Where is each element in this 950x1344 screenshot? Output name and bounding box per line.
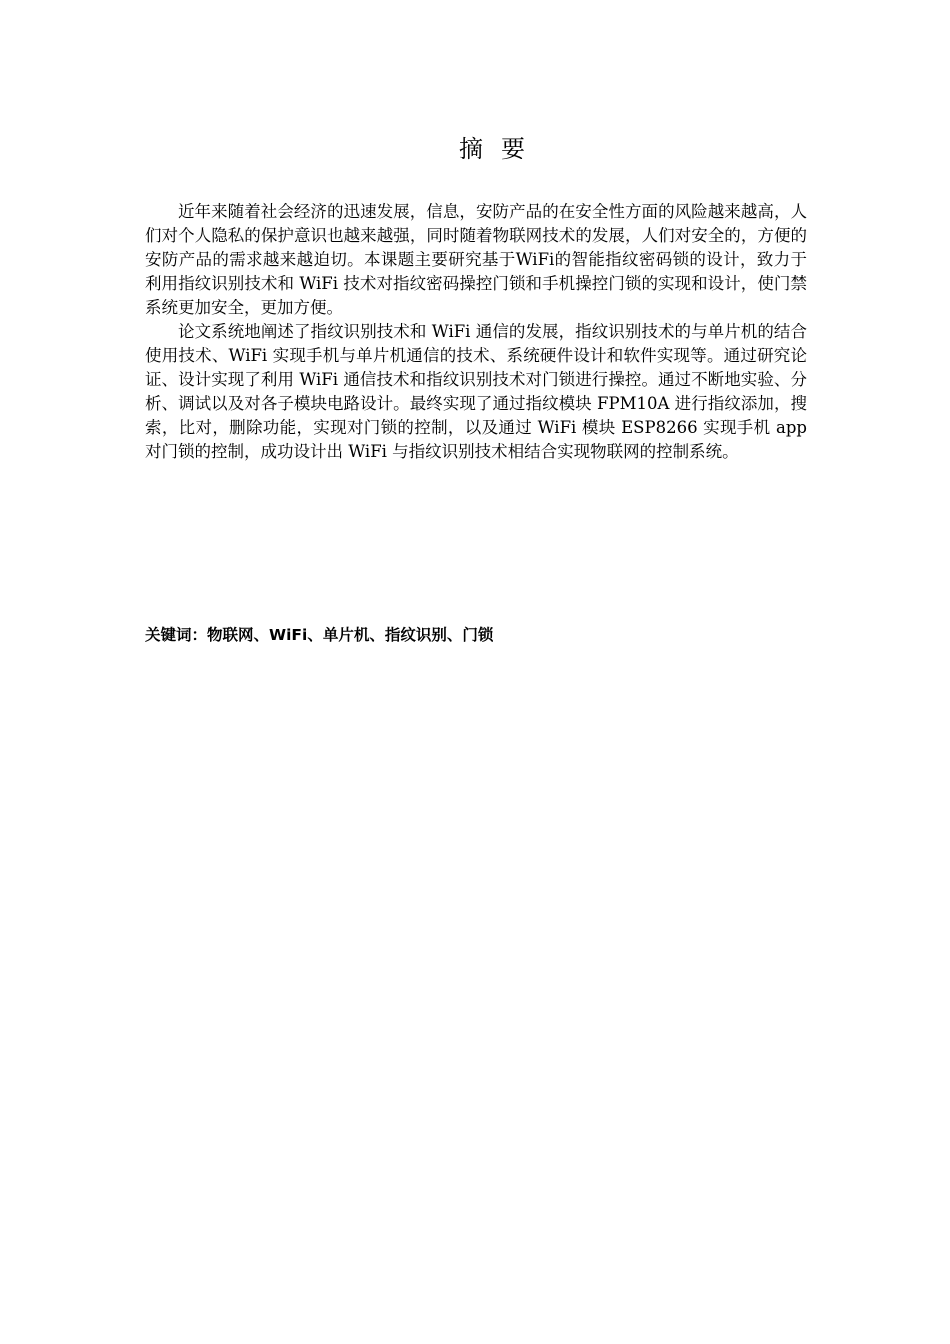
abstract-title: 摘要: [459, 135, 543, 163]
abstract-paragraph-2: 论文系统地阐述了指纹识别技术和 WiFi 通信的发展，指纹识别技术的与单片机的结合使用技术、WiFi 实现手机与单片机通信的技术、系统硬件设计和软件实现等。通过研究论证、设计实现了利用 WiFi 通信技术和指纹识别技术对门锁进行操控。通过不断地实验、分析、调试以及对各子模块电路设计。最终实现了通过指纹模块 FPM10A 进行指纹添加，搜索，比对，删除功能，实现对门锁的控制，以及通过 WiFi 模块 ESP8266 实现手机 app 对门锁的控制，成功设计出 WiFi 与指纹识别技术相结合实现物联网的控制系统。: [145, 322, 807, 461]
keywords-text: 物联网、WiFi、单片机、指纹识别、门锁: [207, 626, 494, 644]
abstract-body: [145, 200, 807, 464]
keywords-line: [145, 624, 493, 646]
keywords-label: 关键词：: [145, 626, 208, 644]
abstract-paragraph-1: 近年来随着社会经济的迅速发展，信息，安防产品的在安全性方面的风险越来越高，人们对个人隐私的保护意识也越来越强，同时随着物联网技术的发展，人们对安全的，方便的安防产品的需求越来越迫切。本课题主要研究基于WiFi的智能指纹密码锁的设计，致力于利用指纹识别技术和 WiFi 技术对指纹密码操控门锁和手机操控门锁的实现和设计，使门禁系统更加安全，更加方便。: [145, 202, 807, 317]
